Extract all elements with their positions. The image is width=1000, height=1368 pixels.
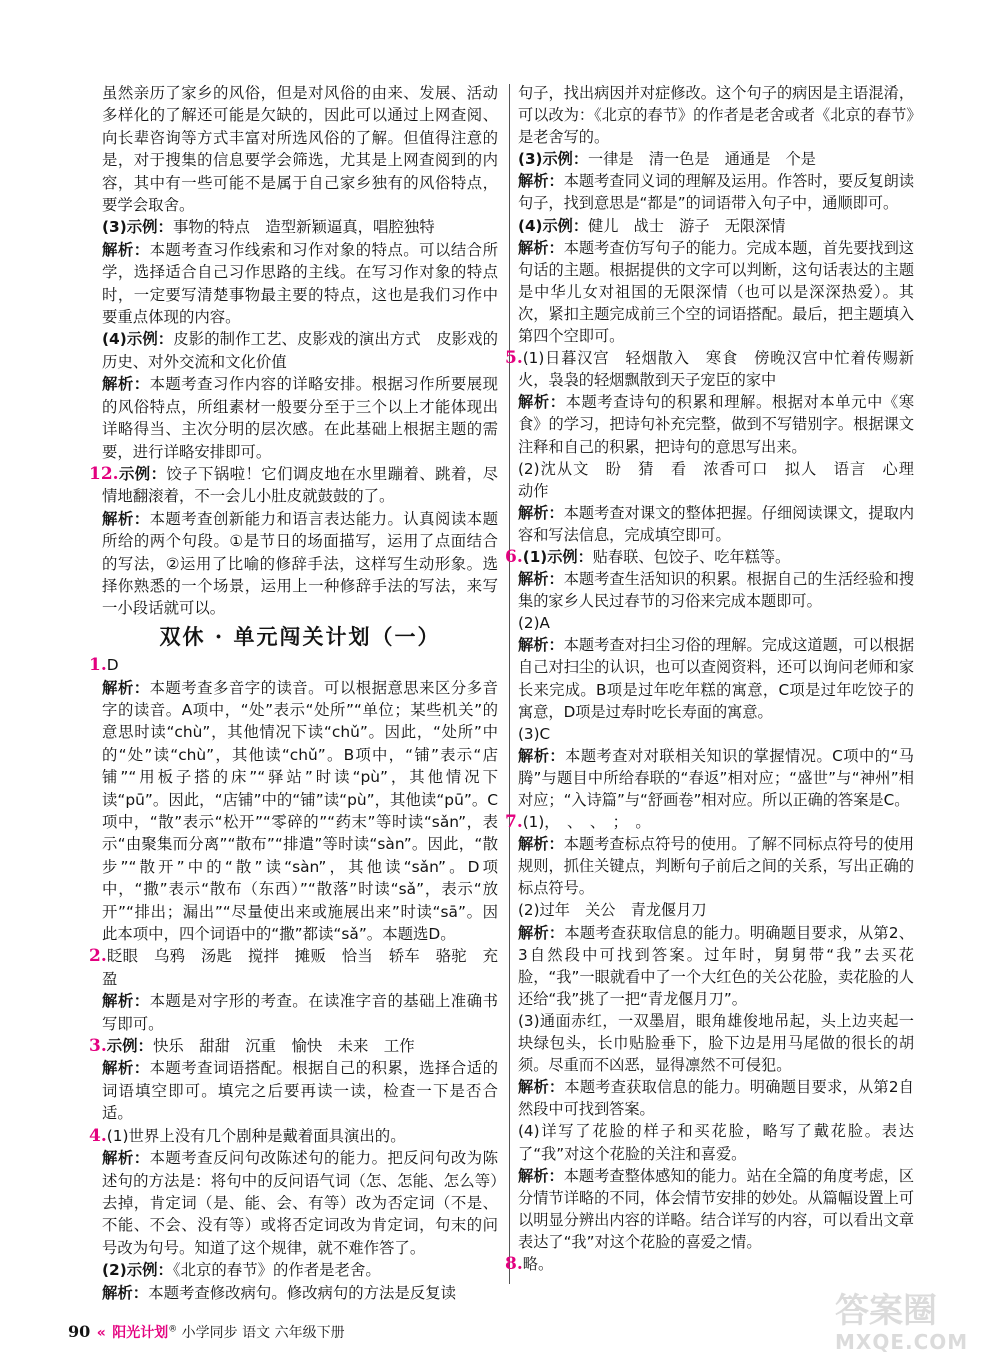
analysis-text: 本题考查标点符号的使用。了解不同标点符号的使用规则，抓住关键点，判断句子前后之间的关系，写出正确的标点符号。 <box>518 835 915 898</box>
analysis-text: 本题考查生活知识的积累。根据自己的生活经验和搜集的家乡人民过春节的习俗来完成本题即可。 <box>518 570 915 611</box>
answer-text: (2)沈从文 盼 猜 看 浓香可口 拟人 语言 心理 动作 <box>518 459 930 500</box>
answer-text: 眨眼 乌鸦 汤匙 搅拌 摊贩 恰当 轿车 骆驼 充盈 <box>102 947 498 988</box>
answer-text: 略。 <box>522 1254 554 1273</box>
answer-text: 《北京的春节》的作者是老舍。 <box>172 1261 381 1280</box>
analysis-paragraph <box>518 833 914 899</box>
answer-text: (3)C <box>518 724 551 743</box>
answer-text: (4)详写了花脸的样子和买花脸，略写了戴花脸。表达了“我”对这个花脸的关注和喜爱。 <box>518 1122 914 1163</box>
analysis-text: 本题考查词语搭配。根据自己的积累，选择合适的词语填空即可。填完之后要再读一读，检查一下是否合适。 <box>102 1059 498 1123</box>
analysis-label: 解析： <box>518 1078 565 1097</box>
analysis-paragraph <box>102 508 498 620</box>
watermark-logo <box>835 1292 985 1362</box>
example-label: (3)示例： <box>518 150 589 169</box>
text-paragraph <box>518 82 914 148</box>
answer-item <box>518 458 930 502</box>
section-title: 双休 · 单元闯关计划（一） <box>159 623 441 649</box>
question-number: 4. <box>89 1125 107 1146</box>
registered-mark: ® <box>168 1324 178 1335</box>
answer-text: (1)日暮汉宫 轻烟散入 寒食 傍晚汉宫中忙着传赐新火，袅袅的轻烟飘散到天子宠臣的家中 <box>518 349 914 390</box>
answer-text: 健儿 战士 游子 无限深情 <box>588 216 786 235</box>
answer-text: D <box>106 656 119 675</box>
book-title: 小学同步 语文 六年级下册 <box>181 1325 345 1341</box>
analysis-text: 本题考查创新能力和语言表达能力。认真阅读本题所给的两个句段。①是节日的场面描写，运用了点面结合的写法，②运用了比喻的修辞手法，这样写生动形象。选择你熟悉的一个场景，运用上一种修辞手法的写法，来写一小段话就可以。 <box>102 509 498 618</box>
question-number: 5. <box>505 348 523 369</box>
analysis-paragraph <box>102 1147 498 1259</box>
analysis-text: 本题考查获取信息的能力。明确题目要求，从第2、3自然段中可找到答案。过年时，舅舅带“我”去买花脸，“我”一眼就看中了一个大红色的关公花脸，卖花脸的人还给“我”挑了一把“青龙偃月刀”。 <box>518 923 914 1008</box>
answer-text: 句子，找出病因并对症修改。这个句子的病因是主语混淆，可以改为：《北京的春节》的作者是老舍或者《北京的春节》是老舍写的。 <box>518 84 914 147</box>
analysis-label: 解析： <box>102 1059 150 1078</box>
answer-item <box>518 148 914 170</box>
answer-item <box>505 1253 914 1275</box>
answer-item <box>89 1035 498 1057</box>
analysis-text: 本题考查修改病句。修改病句的方法是反复读 <box>148 1283 457 1302</box>
answer-item <box>518 1120 914 1164</box>
analysis-text: 本题考查整体感知的能力。站在全篇的角度考虑，区分情节详略的不同，体会情节安排的妙处。从篇幅设置上可以明显分辨出内容的详略。结合详写的内容，可以看出文章表达了“我”对这个花脸的喜爱之情。 <box>518 1166 915 1251</box>
example-label: 示例： <box>118 464 167 483</box>
left-column <box>89 82 498 1304</box>
question-number: 12. <box>89 463 119 484</box>
analysis-text: 本题考查反问句改陈述句的能力。把反问句改为陈述句的方法是：将句中的反问语气词（怎、怎能、怎么等）去掉，肯定词（是、能、会、有等）改为否定词（不是、不能、不会、没有等）或将否定词改为肯定词，句末的问号改为句号。知道了这个规律，就不难作答了。 <box>102 1149 498 1257</box>
answer-item <box>89 945 498 990</box>
text-paragraph <box>102 82 498 216</box>
analysis-paragraph <box>518 1165 914 1253</box>
answer-item <box>505 546 914 568</box>
analysis-label: 解析： <box>102 509 150 528</box>
answer-item <box>518 723 914 745</box>
right-column <box>505 82 930 1275</box>
answer-item <box>518 1010 914 1076</box>
answer-text: (1)， 、 、 ； 。 <box>522 813 651 832</box>
answer-text: 虽然亲历了家乡的风俗，但是对风俗的由来、发展、活动多样化的了解还可能是欠缺的，因此可以通过上网查阅、向长辈咨询等方式丰富对所选风俗的了解。但值得注意的是，对于搜集的信息要学会筛选，尤其是上网查阅到的内容，其中有一些可能不是属于自己家乡独有的风俗特点，要学会取舍。 <box>102 84 498 215</box>
analysis-label: 解析： <box>102 992 150 1011</box>
answer-item <box>505 347 914 391</box>
analysis-paragraph <box>518 745 914 811</box>
analysis-text: 本题考查多音字的读音。可以根据意思来区分多音字的读音。A项中，“处”表示“处所”“单位；某些机关”的意思时读“chù”，其他情况下读“chǔ”。因此，“处所”中的“处”读“chù”，其他读“chǔ”。B项中，“铺”表示“店铺”“用板子搭的床”“驿站”时读“pù”，其他情况下读“pū”。因此，“店铺”中的“铺”读“pù”，其他读“pū”。C项中，“散”表示“松开”“零碎的”“药末”等时读“sǎn”，表示“由聚集而分离”“散布”“排遣”等时读“sàn”。因此，“散步”“散开”中的“散”读“sàn”，其他读“sǎn”。D项中，“撒”表示“散布（东西）”“散落”时读“sǎ”，表示“放开”“排出；漏出”“尽量使出来或施展出来”时读“sā”。因此本项中，四个词语中的“撒”都读“sǎ”。本题选D。 <box>102 678 498 944</box>
example-label: (2)示例： <box>102 1261 173 1280</box>
answer-item <box>89 463 498 508</box>
analysis-label: 解析： <box>518 636 564 655</box>
analysis-label: 解析： <box>518 923 565 942</box>
example-label: (4)示例： <box>518 216 589 235</box>
column-divider <box>509 84 510 1284</box>
answer-item <box>102 328 498 373</box>
analysis-label: 解析： <box>518 503 564 522</box>
watermark-text: 答案圈 <box>835 1291 937 1331</box>
analysis-paragraph <box>518 391 914 457</box>
analysis-label: 解析： <box>102 1283 149 1302</box>
analysis-text: 本题考查获取信息的能力。明确题目要求，从第2自然段中可找到答案。 <box>518 1078 914 1119</box>
question-number: 3. <box>89 1036 107 1057</box>
question-number: 7. <box>505 812 523 833</box>
answer-text: 事物的特点 造型新颖逼真，唱腔独特 <box>172 218 435 237</box>
analysis-text: 本题考查同义词的理解及运用。作答时，要反复朗读句子，找到意思是“都是”的词语带入句子中，通顺即可。 <box>518 172 915 213</box>
analysis-paragraph <box>102 1282 498 1304</box>
answer-item <box>505 811 914 833</box>
answer-text: 一律是 清一色是 通通是 个是 <box>588 150 816 169</box>
answer-text: 快乐 甜甜 沉重 愉快 未来 工作 <box>152 1037 415 1056</box>
analysis-paragraph <box>518 1076 914 1120</box>
answer-text: 贴春联、包饺子、吃年糕等。 <box>592 547 791 566</box>
analysis-text: 本题考查仿写句子的能力。完成本题，首先要找到这句话的主题。根据提供的文字可以判断，这句话表达的主题是中华儿女对祖国的无限深情（也可以是深深热爱）。其次，紧扣主题完成前三个空的词语搭配。最后，把主题填入第四个空即可。 <box>518 238 915 346</box>
analysis-paragraph <box>102 990 498 1035</box>
analysis-label: 解析： <box>102 1149 150 1168</box>
analysis-text: 本题考查诗句的积累和理解。根据对本单元中《寒食》的学习，把诗句补充完整，做到不写错别字。根据课文注释和自己的积累，把诗句的意思写出来。 <box>518 393 915 456</box>
question-number: 1. <box>89 655 107 676</box>
analysis-label: 解析： <box>518 746 566 765</box>
answer-item <box>102 216 498 238</box>
watermark-url: MXQE.COM <box>835 1330 969 1354</box>
example-label: 示例： <box>106 1037 153 1056</box>
answer-text: (1)世界上没有几个剧种是戴着面具演出的。 <box>106 1126 406 1145</box>
question-number: 6. <box>505 546 523 567</box>
answer-item <box>89 1125 498 1147</box>
page-footer <box>68 1322 345 1342</box>
analysis-label: 解析： <box>102 678 150 697</box>
analysis-paragraph <box>102 1057 498 1124</box>
analysis-paragraph <box>518 502 914 546</box>
analysis-label: 解析： <box>102 375 150 394</box>
example-label: (1)示例： <box>522 547 593 566</box>
answer-item <box>89 654 498 676</box>
analysis-label: 解析： <box>518 570 564 589</box>
analysis-label: 解析： <box>518 1166 564 1185</box>
page-number: 90 <box>68 1322 91 1341</box>
question-number: 2. <box>89 946 107 967</box>
analysis-text: 本题考查习作线索和习作对象的特点。可以结合所学，选择适合自己习作思路的主线。在写习作对象的特点时，一定要写清楚事物最主要的特点，这也是我们习作中要重点体现的内容。 <box>102 240 498 327</box>
analysis-label: 解析： <box>518 238 564 257</box>
question-number: 8. <box>505 1253 523 1274</box>
analysis-paragraph <box>102 677 498 946</box>
analysis-text: 本题考查对课文的整体把握。仔细阅读课文，提取内容和写法信息，完成填空即可。 <box>518 503 915 544</box>
answer-text: 饺子下锅啦！它们调皮地在水里蹦着、跳着，尽情地翻滚着，不一会儿小肚皮就鼓鼓的了。 <box>102 464 498 506</box>
analysis-paragraph <box>102 373 498 463</box>
example-label: (4)示例： <box>102 330 174 349</box>
analysis-label: 解析： <box>102 240 150 259</box>
analysis-text: 本题是对字形的考查。在读准字音的基础上准确书写即可。 <box>102 992 498 1033</box>
brand-name: 阳光计划 <box>112 1325 169 1341</box>
answer-text: 皮影的制作工艺、皮影戏的演出方式 皮影戏的历史、对外交流和文化价值 <box>102 330 498 371</box>
analysis-paragraph <box>518 922 914 1010</box>
answer-item <box>518 899 914 921</box>
analysis-label: 解析： <box>518 835 564 854</box>
analysis-paragraph <box>518 170 914 214</box>
answer-item <box>518 612 914 634</box>
analysis-text: 本题考查对对联相关知识的掌握情况。C项中的“马腾”与题目中所给春联的“春返”相对应；“盛世”与“神州”相对应；“入诗篇”与“舒画卷”相对应。所以正确的答案是C。 <box>518 746 914 809</box>
answer-text: (2)过年 关公 青龙偃月刀 <box>518 901 707 920</box>
answer-item <box>518 215 914 237</box>
answer-text: (2)A <box>518 614 550 633</box>
analysis-label: 解析： <box>518 172 564 191</box>
example-label: (3)示例： <box>102 218 173 237</box>
analysis-paragraph <box>518 634 914 722</box>
analysis-paragraph <box>102 239 498 329</box>
analysis-label: 解析： <box>518 393 566 412</box>
answer-item <box>102 1259 498 1281</box>
analysis-text: 本题考查习作内容的详略安排。根据习作所要展现的风俗特点，所组素材一般要分至于三个以上才能体现出详略得当、主次分明的层次感。在此基础上根据主题的需要，进行详略安排即可。 <box>102 375 498 461</box>
analysis-paragraph <box>518 237 914 347</box>
answer-text: (3)通面赤红，一双墨眉，眼角雄俊地吊起，头上边夹起一块绿包头，长巾贴脸垂下，脸下边是用马尾做的很长的胡须。尽重而不凶恶，显得凛然不可侵犯。 <box>518 1011 914 1075</box>
analysis-text: 本题考查对扫尘习俗的理解。完成这道题，可以根据自己对扫尘的认识，也可以查阅资料，还可以询问老师和家长来完成。B项是过年吃年糕的寓意，C项是过年吃饺子的寓意，D项是过寿时吃长寿面的寓意。 <box>518 636 915 721</box>
analysis-paragraph <box>518 568 914 612</box>
double-chevron-icon: « <box>96 1325 106 1341</box>
